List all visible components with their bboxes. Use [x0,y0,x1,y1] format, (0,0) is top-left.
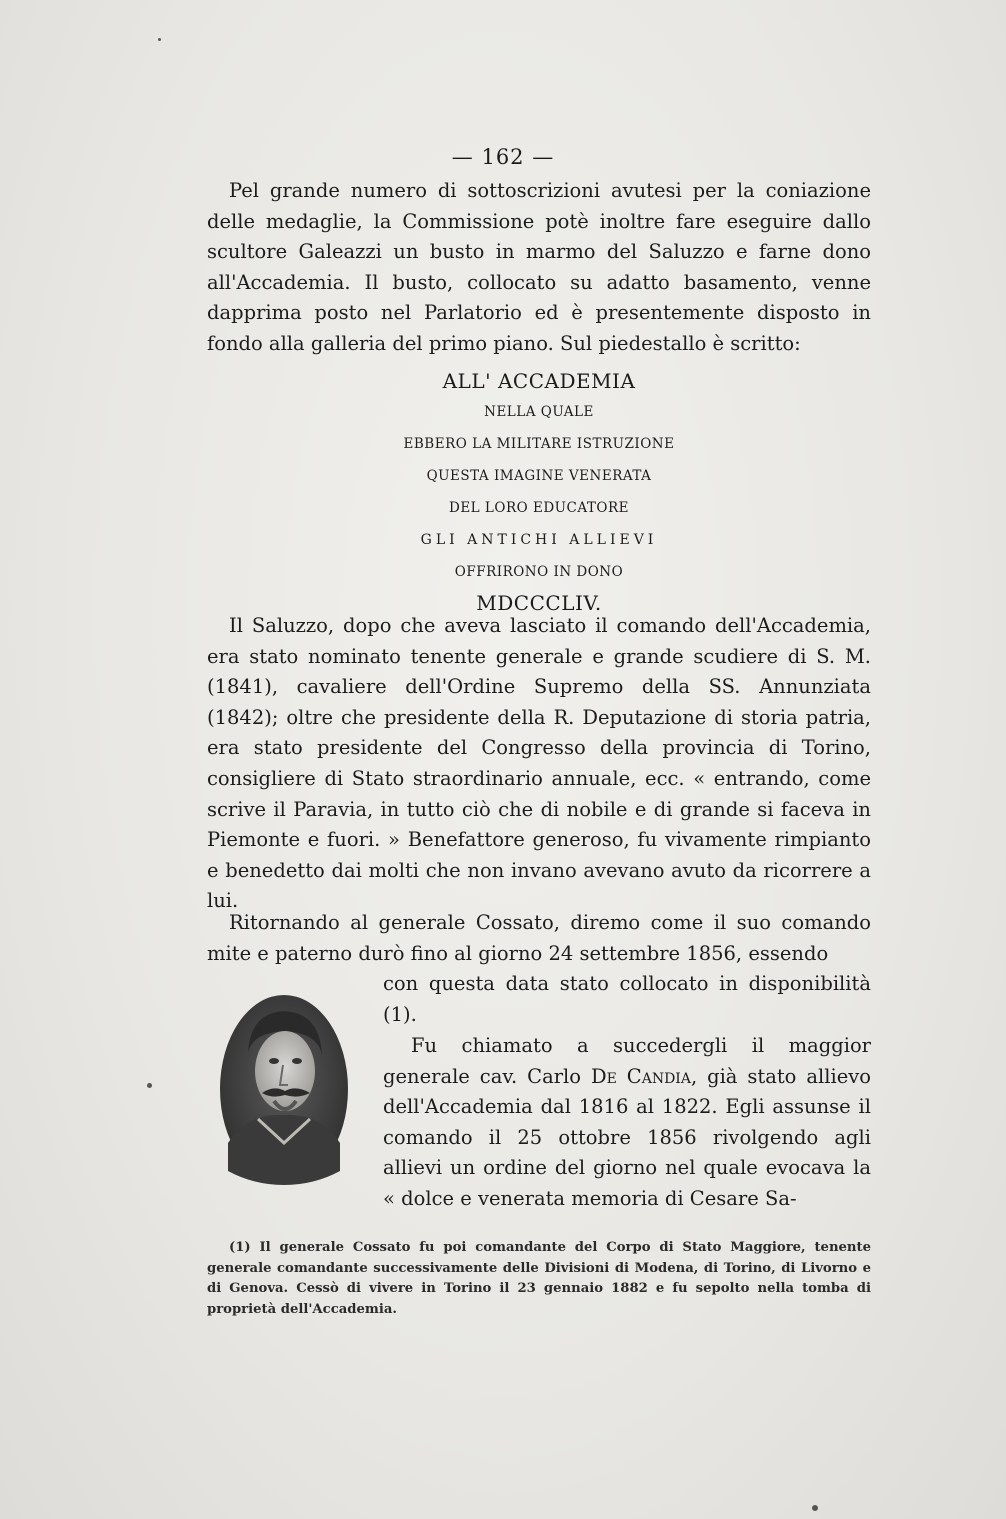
inscription-line: GLI ANTICHI ALLIEVI [420,532,658,548]
inscription-line: OFFRIRONO IN DONO [454,564,624,580]
inscription-line: MDCCCLIV. [476,591,602,615]
ink-speck [147,1083,152,1088]
paragraph-cossato-continuation: con questa data stato collocato in disponibilità (1). [383,972,871,1026]
footnote [207,1238,871,1320]
inscription-line: ALL' ACCADEMIA [442,369,636,393]
paragraph-text: Ritornando al generale Cossato, diremo come il suo comando mite e paterno durò fino al giorno 24 settembre 1856, essendo [207,911,871,965]
portrait-de-candia [218,993,350,1185]
paragraph-text-part: Fu chiamato a succedergli il maggior generale cav. Carlo [383,1034,871,1088]
inscription-line: DEL LORO EDUCATORE [449,500,629,516]
footnote-text: (1) Il generale Cossato fu poi comandante del Corpo di Stato Maggiore, tenente generale comandante successivamente delle Divisioni di Modena, di Torino, di Livorno e di Genova. Cessò di vivere in Torino il 23 gennaio 1882 e fu sepolto nella tomba di proprietà dell'Accademia. [207,1240,871,1317]
inscription-line: EBBERO LA MILITARE ISTRUZIONE [403,436,675,452]
paragraph-de-candia [383,1031,871,1215]
paragraph-saluzzo [207,611,871,917]
paragraph-cossato [207,908,871,969]
inscription-line: QUESTA IMAGINE VENERATA [426,468,652,484]
inscription [207,366,871,618]
page-number: — 162 — [451,145,555,169]
ink-speck [158,38,161,41]
paragraph-text: Il Saluzzo, dopo che aveva lasciato il comando dell'Accademia, era stato nominato tenente generale e grande scudiere di S. M. (1841), cavaliere dell'Ordine Supremo della SS. Annunziata (1842); oltre che presidente della R. Deputazione di storia patria, era stato presidente del Congresso della provincia di Torino, consigliere di Stato straordinario annuale, ecc. « entrando, come scrive il Paravia, in tutto ciò che di nobile e di grande si faceva in Piemonte e fuori. » Benefattore generoso, fu vivamente rimpianto e benedetto dai molti che non invano avevano avuto da ricorrere a lui. [207,614,871,913]
inscription-line: NELLA QUALE [484,404,594,420]
paragraph-text-part: , già stato allievo dell'Accademia dal 1816 al 1822. Egli assunse il comando il 25 ottobre 1856 rivolgendo agli allievi un ordine del giorno nel quale evocava la « dolce e venerata memoria di Cesare Sa- [383,1064,871,1210]
person-name: De Candia [590,1064,691,1088]
paragraph-text [383,1031,871,1215]
ink-speck [812,1505,818,1511]
paragraph-text: Pel grande numero di sottoscrizioni avutesi per la coniazione delle medaglie, la Commissione potè inoltre fare eseguire dallo scultore Galeazzi un busto in marmo del Saluzzo e farne dono all'Accademia. Il busto, collocato su adatto basamento, venne dapprima posto nel Parlatorio ed è presentemente disposto in fondo alla galleria del primo piano. Sul piedestallo è scritto: [207,179,871,355]
paragraph-busto [207,176,871,360]
